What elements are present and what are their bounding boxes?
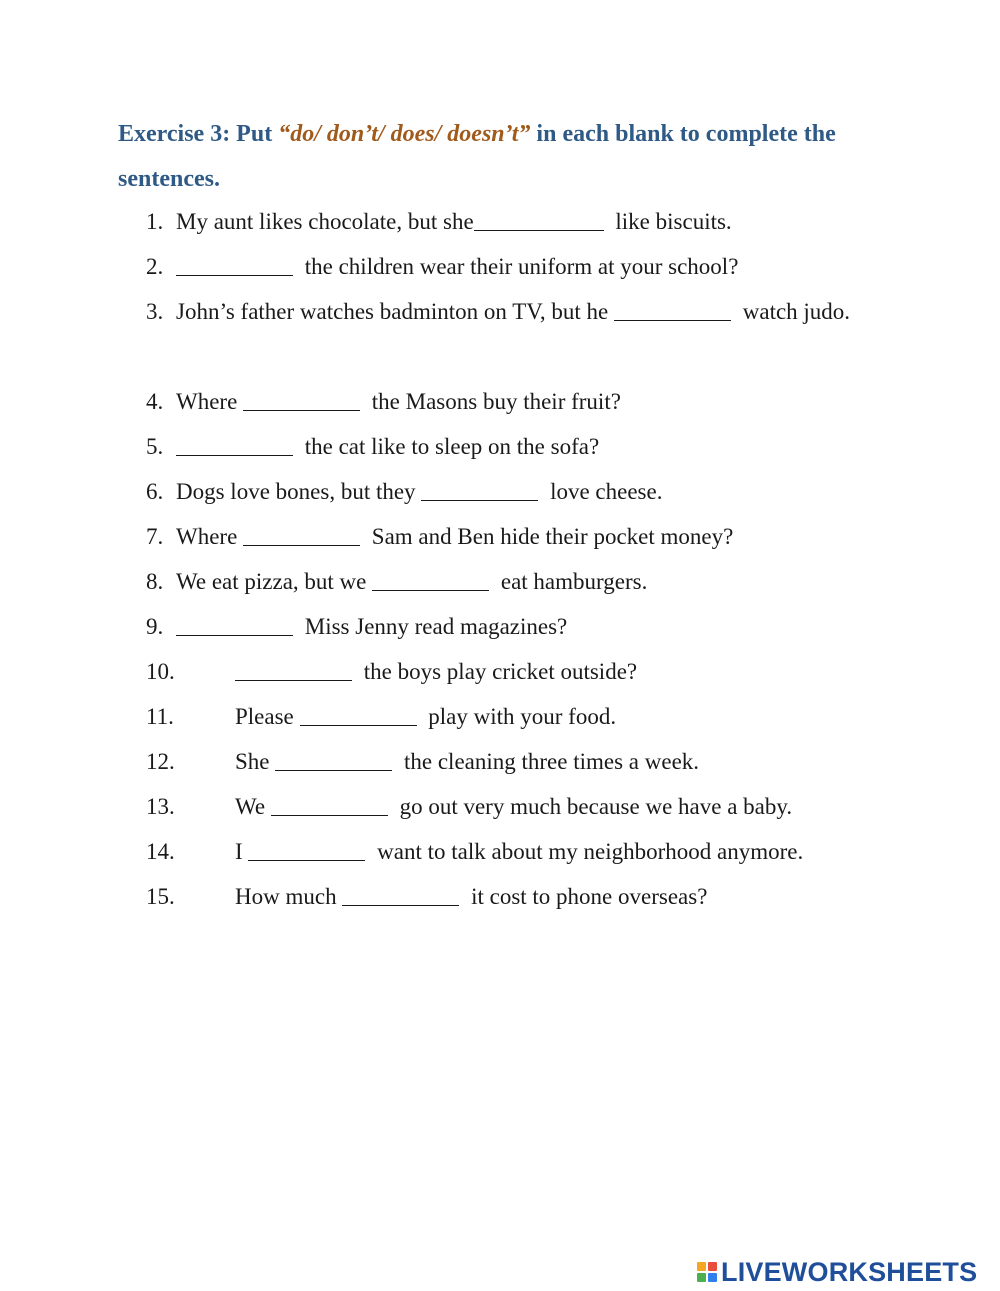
question-text-after: Sam and Ben hide their pocket money? <box>366 524 734 549</box>
exercise-title-prefix: Exercise 3: Put <box>118 121 279 147</box>
answer-blank[interactable] <box>614 319 731 321</box>
question-number: 14. <box>146 839 175 864</box>
question-6 <box>146 469 886 514</box>
question-10 <box>146 649 886 694</box>
question-8 <box>146 559 886 604</box>
question-text-before: I <box>235 839 249 864</box>
question-14 <box>146 829 886 874</box>
answer-blank[interactable] <box>275 769 392 771</box>
question-text-before: How much <box>235 884 343 909</box>
question-number: 12. <box>146 749 175 774</box>
answer-blank[interactable] <box>243 544 360 546</box>
answer-blank[interactable] <box>300 724 417 726</box>
logo-wordmark: LIVEWORKSHEETS <box>721 1256 978 1287</box>
question-4 <box>146 379 886 424</box>
exercise-title-suffix: in each blank to complete the sentences. <box>118 121 836 192</box>
question-text-after: the boys play cricket outside? <box>358 659 638 684</box>
question-11 <box>146 694 886 739</box>
question-number: 10. <box>146 659 175 684</box>
logo-square-orange <box>697 1262 706 1271</box>
question-text-before: Dogs love bones, but they <box>176 479 422 504</box>
question-2 <box>146 244 886 289</box>
liveworksheets-logo <box>697 1257 977 1287</box>
answer-blank[interactable] <box>243 409 360 411</box>
question-5 <box>146 424 886 469</box>
logo-square-red <box>708 1262 717 1271</box>
question-text-after: eat hamburgers. <box>495 569 648 594</box>
question-number: 4. <box>146 389 164 414</box>
question-text-after: play with your food. <box>422 704 617 729</box>
question-text-before: We eat pizza, but we <box>176 569 373 594</box>
question-number: 5. <box>146 434 164 459</box>
question-13 <box>146 784 886 829</box>
question-number: 3. <box>146 299 164 324</box>
answer-blank[interactable] <box>342 904 459 906</box>
question-text-after: the Masons buy their fruit? <box>366 389 621 414</box>
question-text-before: Please <box>235 704 300 729</box>
answer-blank[interactable] <box>176 634 293 636</box>
answer-blank[interactable] <box>372 589 489 591</box>
answer-blank[interactable] <box>235 679 352 681</box>
question-text-after: want to talk about my neighborhood anymore. <box>371 839 804 864</box>
question-number: 15. <box>146 884 175 909</box>
question-text-before: Where <box>176 524 244 549</box>
answer-blank[interactable] <box>248 859 365 861</box>
question-7 <box>146 514 886 559</box>
question-3 <box>146 289 886 334</box>
question-number: 1. <box>146 209 164 234</box>
answer-blank[interactable] <box>176 454 293 456</box>
question-text-after: watch judo. <box>737 299 851 324</box>
exercise-title-options: “do/ don’t/ does/ doesn’t” <box>278 121 531 147</box>
question-number: 6. <box>146 479 164 504</box>
question-text-after: the cleaning three times a week. <box>398 749 700 774</box>
exercise-heading <box>118 112 898 202</box>
question-text-before: My aunt likes chocolate, but she <box>176 209 474 234</box>
logo-square-blue <box>708 1273 717 1282</box>
logo-square-green <box>697 1273 706 1282</box>
answer-blank[interactable] <box>176 274 293 276</box>
question-number: 8. <box>146 569 164 594</box>
question-1 <box>146 199 886 244</box>
question-body <box>176 289 880 334</box>
question-text-after: Miss Jenny read magazines? <box>299 614 568 639</box>
question-text-before: We <box>235 794 271 819</box>
liveworksheets-logo-icon <box>697 1262 717 1282</box>
question-number: 13. <box>146 794 175 819</box>
question-text-after: the cat like to sleep on the sofa? <box>299 434 600 459</box>
question-text-after: love cheese. <box>544 479 663 504</box>
answer-blank[interactable] <box>474 229 604 231</box>
question-text-after: like biscuits. <box>609 209 732 234</box>
question-number: 7. <box>146 524 164 549</box>
question-text-before: John’s father watches badminton on TV, but he <box>176 299 614 324</box>
question-9 <box>146 604 886 649</box>
question-number: 9. <box>146 614 164 639</box>
question-text-after: the children wear their uniform at your school? <box>299 254 739 279</box>
answer-blank[interactable] <box>421 499 538 501</box>
question-number: 2. <box>146 254 164 279</box>
question-text-before: She <box>235 749 276 774</box>
question-12 <box>146 739 886 784</box>
question-15 <box>146 874 886 919</box>
question-text-after: go out very much because we have a baby. <box>393 794 793 819</box>
question-text-after: it cost to phone overseas? <box>465 884 708 909</box>
question-number: 11. <box>146 704 174 729</box>
question-text-before: Where <box>176 389 244 414</box>
answer-blank[interactable] <box>271 814 388 816</box>
